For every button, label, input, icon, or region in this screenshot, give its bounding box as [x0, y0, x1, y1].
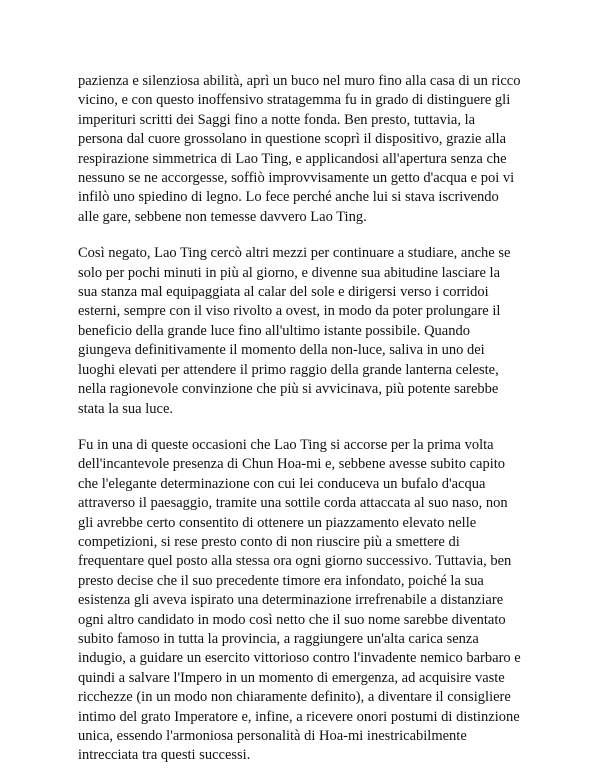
document-page	[78, 72, 550, 783]
text-line: nella ragionevole convinzione che più si avvicinava, più potente sarebbe	[78, 381, 499, 398]
text-line: pazienza e silenziosa abilità, aprì un buco nel muro fino alla casa di un ricco	[78, 73, 521, 89]
paragraph-1	[78, 72, 550, 227]
text-line: Fu in una di queste occasioni che Lao Ting si accorse per la prima volta	[78, 436, 494, 453]
text-line: luoghi elevati per attendere il primo raggio della grande lanterna celeste,	[78, 361, 499, 378]
text-line: competizioni, si rese presto conto di non riuscire più a smettere di	[78, 533, 460, 550]
text-line: che l'elegante determinazione con cui lei conduceva un bufalo d'acqua	[78, 475, 486, 492]
text-line: unica, essendo l'armoniosa personalità di Hoa-mi inestricabilmente	[78, 728, 467, 744]
text-line: indugio, a guidare un esercito vittorioso contro l'invadente nemico barbaro e	[78, 650, 521, 667]
text-line: esistenza gli aveva ispirato una determinazione irrefrenabile a distanziare	[78, 592, 504, 609]
text-line: intrecciata tra questi successi.	[78, 747, 251, 764]
text-line: persona dal cuore grossolano in questione scoprì il dispositivo, grazie alla	[78, 131, 507, 148]
paragraph-2	[78, 244, 550, 419]
text-line: ogni altro candidato in modo così netto che il suo nome sarebbe diventato	[78, 611, 506, 628]
text-line: alle gare, sebbene non temesse davvero Lao Ting.	[78, 208, 367, 225]
text-line: presto decise che il suo precedente timore era infondato, poiché la sua	[78, 572, 484, 589]
text-line: attraverso il paesaggio, tramite una sottile corda attaccata al suo naso, non	[78, 495, 508, 512]
text-line: dell'incantevole presenza di Chun Hoa-mi e, sebbene avesse subito capito	[78, 456, 505, 473]
text-line: imperituri scritti dei Saggi fino a notte fonda. Ben presto, tuttavia, la	[78, 111, 476, 128]
text-line: frequentare quel posto alla stessa ora ogni giorno successivo. Tuttavia, ben	[78, 553, 512, 570]
text-line: gli avrebbe certo consentito di ottenere un piazzamento elevato nelle	[78, 514, 477, 531]
text-line: Così negato, Lao Ting cercò altri mezzi per continuare a studiare, anche se	[78, 245, 511, 262]
text-line: giungeva definitivamente il momento della non-luce, saliva in uno dei	[78, 342, 485, 359]
paragraph-3	[78, 436, 550, 766]
text-line: ricchezze (in un modo non chiaramente definito), a diventare il consigliere	[78, 689, 511, 706]
text-line: stata la sua luce.	[78, 400, 174, 417]
text-line: nessuno se ne accorgesse, soffiò improvvisamente un getto d'acqua e poi vi	[78, 170, 515, 187]
text-line: solo per pochi minuti in più al giorno, e divenne sua abitudine lasciare la	[78, 264, 501, 281]
text-line: subito famoso in tutta la provincia, a raggiungere un'alta carica senza	[78, 630, 479, 647]
text-line: beneficio della grande luce fino all'ultimo istante possibile. Quando	[78, 322, 470, 339]
text-line: respirazione simmetrica di Lao Ting, e applicandosi all'apertura senza che	[78, 150, 507, 167]
text-line: vicino, e con questo inoffensivo stratagemma fu in grado di distinguere gli	[78, 92, 511, 109]
text-line: sua stanza mal equipaggiata al calar del sole e dirigersi verso i corridoi	[78, 284, 489, 301]
text-line: esterni, sempre con il viso rivolto a ovest, in modo da poter prolungare il	[78, 303, 501, 320]
text-line: infilò uno spiedino di legno. Lo fece perché anche lui si stava iscrivendo	[78, 189, 499, 206]
text-line: quindi a salvare l'Impero in un momento di emergenza, ad acquisire vaste	[78, 669, 505, 686]
text-line: intimo del grato Imperatore e, infine, a ricevere onori postumi di distinzione	[78, 708, 520, 725]
